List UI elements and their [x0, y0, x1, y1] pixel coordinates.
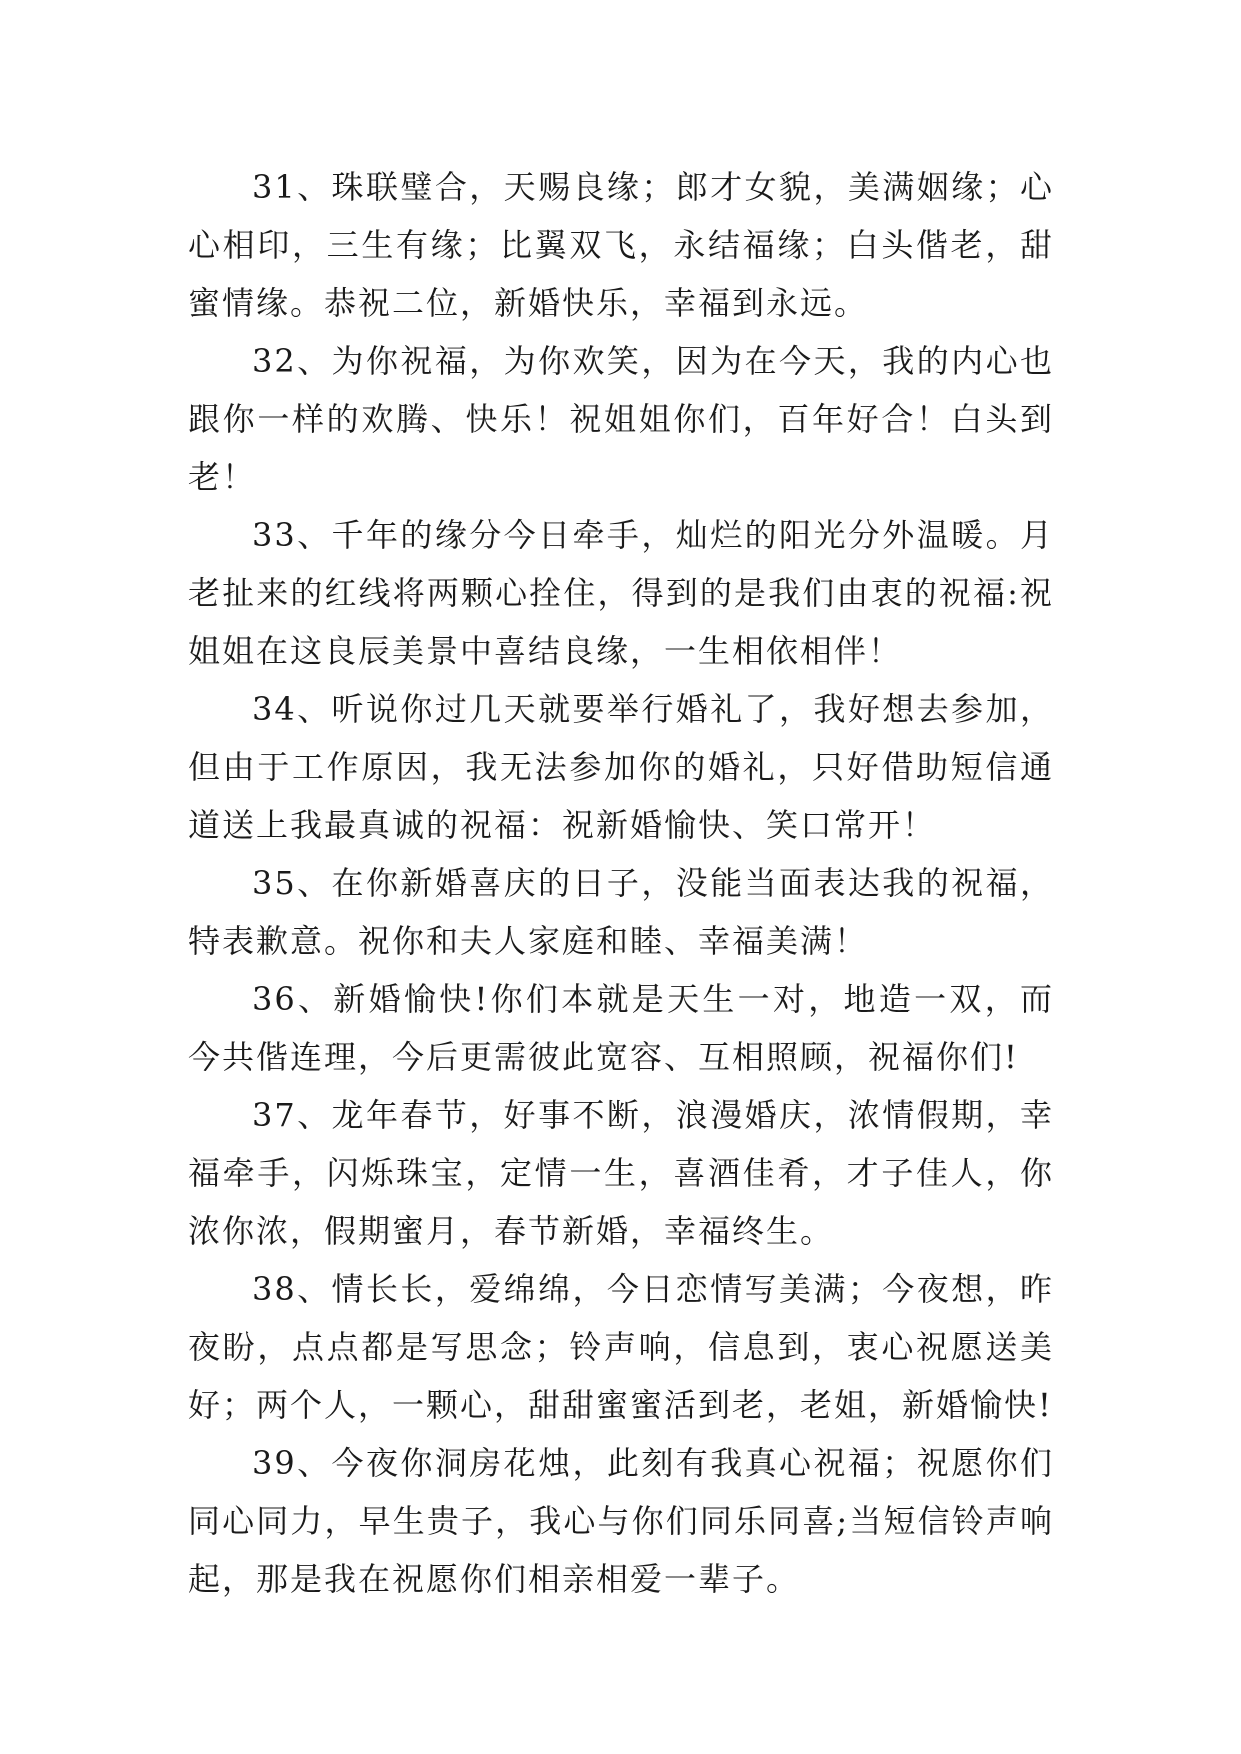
- paragraph-38: 38、情长长，爱绵绵，今日恋情写美满；今夜想，昨夜盼，点点都是写思念；铃声响，信息到，衷心祝愿送美好；两个人，一颗心，甜甜蜜蜜活到老，老姐，新婚愉快!: [188, 1270, 1054, 1424]
- paragraph-36: 36、新婚愉快!你们本就是天生一对，地造一双，而今共偕连理，今后更需彼此宽容、互相照顾，祝福你们!: [188, 980, 1054, 1076]
- paragraph-39: 39、今夜你洞房花烛，此刻有我真心祝福；祝愿你们同心同力，早生贵子，我心与你们同乐同喜;当短信铃声响起，那是我在祝愿你们相亲相爱一辈子。: [188, 1444, 1054, 1598]
- paragraph-37: 37、龙年春节，好事不断，浪漫婚庆，浓情假期，幸福牵手，闪烁珠宝，定情一生，喜酒佳肴，才子佳人，你浓你浓，假期蜜月，春节新婚，幸福终生。: [188, 1096, 1054, 1250]
- paragraph-34: 34、听说你过几天就要举行婚礼了，我好想去参加，但由于工作原因，我无法参加你的婚礼，只好借助短信通道送上我最真诚的祝福：祝新婚愉快、笑口常开！: [188, 690, 1054, 844]
- document-body: [188, 158, 1054, 1608]
- paragraph-31: 31、珠联璧合，天赐良缘；郎才女貌，美满姻缘；心心相印，三生有缘；比翼双飞，永结福缘；白头偕老，甜蜜情缘。恭祝二位，新婚快乐，幸福到永远。: [188, 168, 1054, 322]
- paragraph-32: 32、为你祝福，为你欢笑，因为在今天，我的内心也跟你一样的欢腾、快乐！祝姐姐你们，百年好合！白头到老！: [188, 342, 1054, 496]
- paragraph-33: 33、千年的缘分今日牵手，灿烂的阳光分外温暖。月老扯来的红线将两颗心拴住，得到的是我们由衷的祝福:祝姐姐在这良辰美景中喜结良缘，一生相依相伴！: [188, 516, 1054, 670]
- paragraph-35: 35、在你新婚喜庆的日子，没能当面表达我的祝福，特表歉意。祝你和夫人家庭和睦、幸福美满！: [188, 864, 1054, 960]
